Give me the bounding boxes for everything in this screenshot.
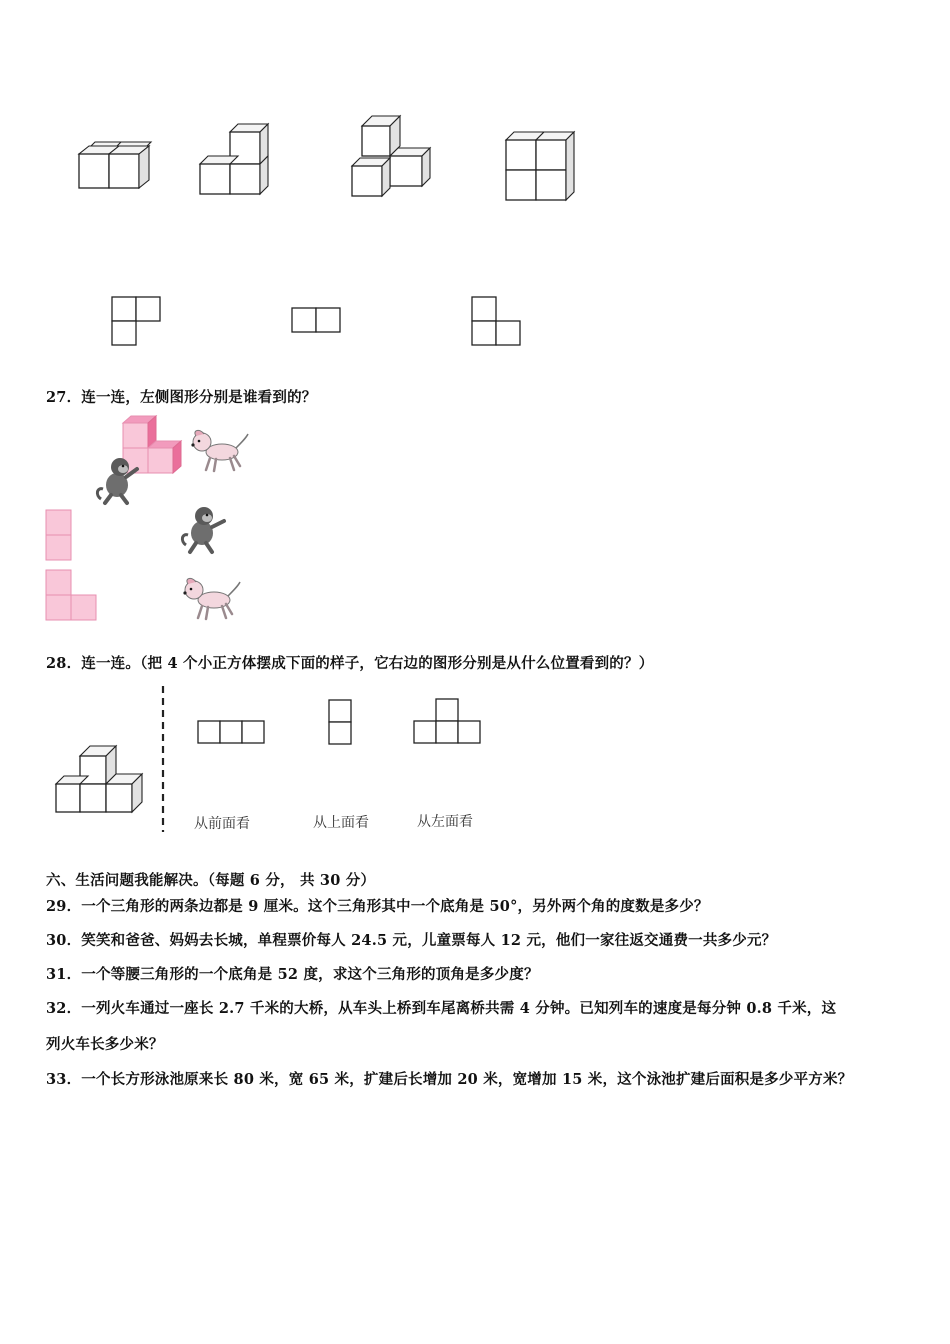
- cube-solid-2: [196, 122, 276, 196]
- view-shape-3: [471, 296, 523, 346]
- view-caption-front: 从前面看: [194, 816, 250, 832]
- four-cube-solid: [52, 742, 152, 816]
- cube-solid-4: [503, 128, 583, 208]
- question-28: 28．连一连。（把 4 个小正方体摆成下面的样子，它右边的图形分别是从什么位置看到的？）: [46, 655, 654, 672]
- cube-solid-3: [348, 114, 438, 198]
- view-caption-top: 从上面看: [313, 815, 369, 831]
- question-33: 33．一个长方形泳池原来长 80 米，宽 65 米，扩建后长增加 20 米，宽增加 15 米，这个泳池扩建后面积是多少平方米？: [46, 1071, 853, 1088]
- section-6-title: 六、生活问题我能解决。（每题 6 分， 共 30 分）: [46, 872, 376, 889]
- question-30: 30．笑笑和爸爸、妈妈去长城，单程票价每人 24.5 元，儿童票每人 12 元，他们一家往返交通费一共多少元？: [46, 932, 777, 949]
- dog-icon: [180, 576, 242, 622]
- top-view-shape: [328, 699, 354, 747]
- question-32-line-2: 列火车长多少米？: [46, 1036, 164, 1053]
- question-29: 29．一个三角形的两条边都是 9 厘米。这个三角形其中一个底角是 50°，另外两个角的度数是多少？: [46, 898, 709, 915]
- monkey-icon: [93, 455, 141, 505]
- left-view-shape: [413, 698, 483, 746]
- cube-solid-1: [75, 138, 155, 194]
- pink-view-2: [45, 569, 99, 621]
- question-27: 27．连一连，左侧图形分别是谁看到的？: [46, 389, 317, 406]
- view-shape-2: [291, 307, 343, 335]
- front-view-shape: [197, 720, 267, 746]
- question-32-line-1: 32．一列火车通过一座长 2.7 千米的大桥，从车头上桥到车尾离桥共需 4 分钟。已知列车的速度是每分钟 0.8 千米，这: [46, 1000, 837, 1017]
- monkey-icon: [180, 505, 228, 555]
- dashed-divider: [160, 686, 166, 832]
- view-caption-left: 从左面看: [417, 814, 473, 830]
- dog-icon: [188, 428, 250, 474]
- view-shape-1: [111, 296, 163, 346]
- question-31: 31．一个等腰三角形的一个底角是 52 度，求这个三角形的顶角是多少度？: [46, 966, 539, 983]
- pink-view-1: [45, 509, 73, 561]
